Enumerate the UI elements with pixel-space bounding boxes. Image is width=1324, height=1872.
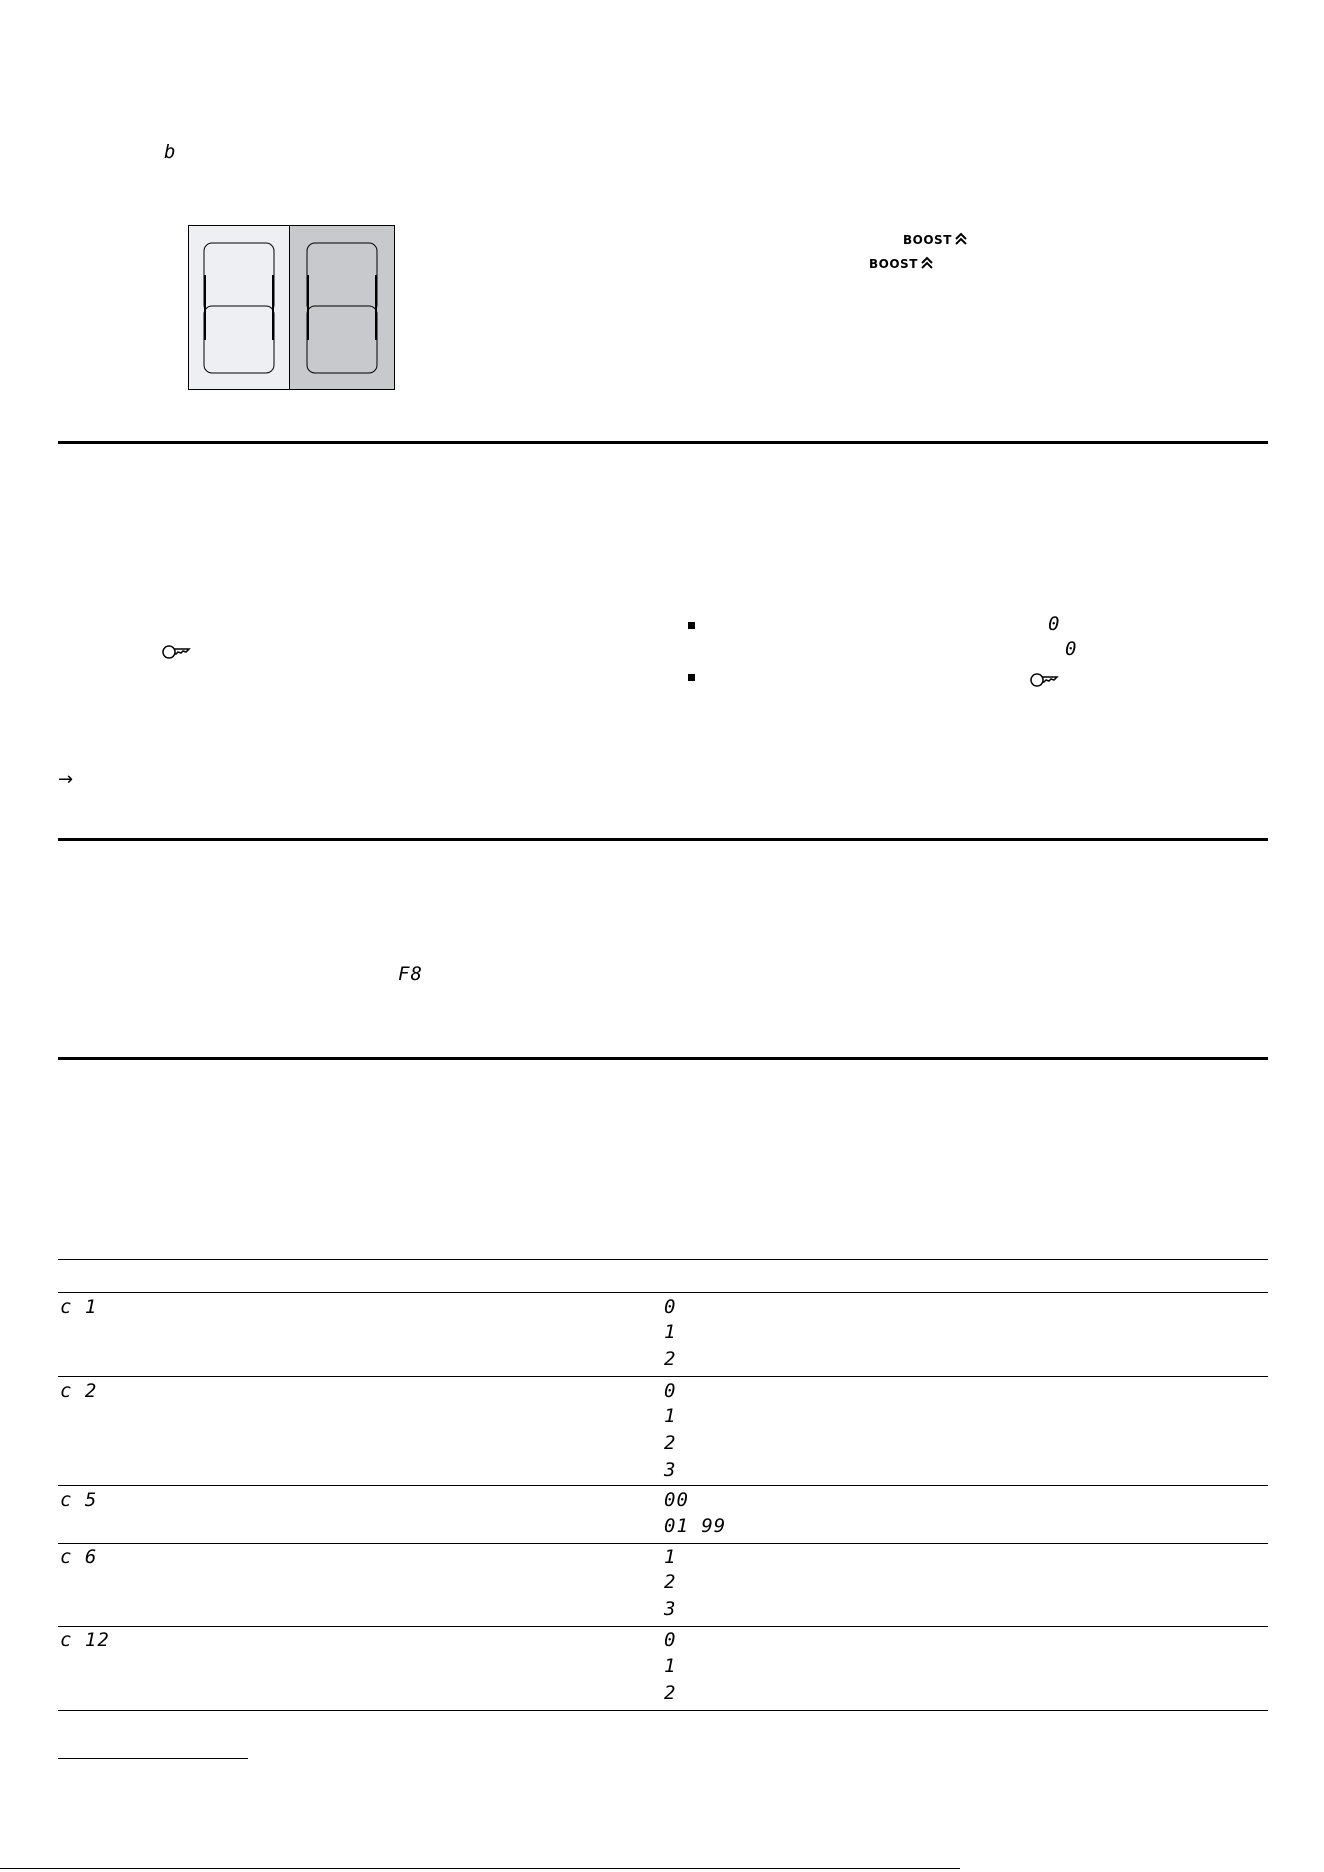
page-bottom-rule: [0, 1868, 960, 1869]
setting-code: c 2: [60, 1380, 98, 1402]
table-row-rule: [58, 1626, 1268, 1627]
boost-label-1: BOOST: [903, 233, 952, 247]
setting-value: 3: [664, 1459, 677, 1481]
table-top-rule: [58, 1259, 1268, 1260]
segment-display-zero-1: 0: [1048, 613, 1061, 635]
setting-value: 1: [664, 1405, 677, 1427]
setting-value: 3: [664, 1598, 677, 1620]
key-icon: [163, 644, 191, 660]
section-divider: [58, 838, 1268, 841]
cooktop-right-zone-bottom: [307, 306, 377, 373]
segment-display-b: b: [164, 141, 177, 163]
table-row-rule: [58, 1376, 1268, 1377]
segment-display-zero-2: 0: [1065, 638, 1078, 660]
setting-value: 2: [664, 1682, 677, 1704]
cooktop-right-zone-top: [307, 243, 377, 313]
setting-value: 2: [664, 1348, 677, 1370]
cooktop-diagram: [188, 225, 395, 390]
setting-value: 2: [664, 1432, 677, 1454]
footnote-rule: [58, 1758, 248, 1759]
setting-value: 01 99: [664, 1515, 727, 1537]
table-row-rule: [58, 1485, 1268, 1486]
setting-value: 2: [664, 1571, 677, 1593]
cooktop-illustration: [188, 225, 395, 390]
cooktop-left-zone-bottom: [204, 306, 274, 373]
setting-code: c 5: [60, 1489, 98, 1511]
section-divider: [58, 1057, 1268, 1060]
setting-value: 1: [664, 1321, 677, 1343]
double-chevron-up-icon: [920, 256, 934, 270]
table-row-rule: [58, 1543, 1268, 1544]
setting-code: c 6: [60, 1546, 98, 1568]
boost-symbol-2: [869, 254, 932, 271]
section-divider: [58, 441, 1268, 444]
setting-value: 1: [664, 1546, 677, 1568]
setting-code: c 12: [60, 1629, 110, 1651]
table-bottom-rule: [58, 1710, 1268, 1711]
boost-label-2: BOOST: [869, 257, 918, 271]
boost-symbol-1: [903, 230, 966, 247]
key-icon: [1031, 672, 1059, 688]
double-chevron-up-icon: [954, 232, 968, 246]
setting-value: 1: [664, 1655, 677, 1677]
setting-value: 00: [664, 1489, 689, 1511]
setting-value: 0: [664, 1380, 677, 1402]
setting-code: c 1: [60, 1296, 98, 1318]
cooktop-left-zone-top: [204, 243, 274, 313]
table-header-rule: [58, 1292, 1268, 1293]
setting-value: 0: [664, 1296, 677, 1318]
bullet-marker-1: [688, 622, 695, 629]
error-code-display: F8: [398, 963, 423, 985]
bullet-marker-2: [688, 674, 695, 681]
arrow-right-icon: →: [58, 769, 74, 790]
setting-value: 0: [664, 1629, 677, 1651]
